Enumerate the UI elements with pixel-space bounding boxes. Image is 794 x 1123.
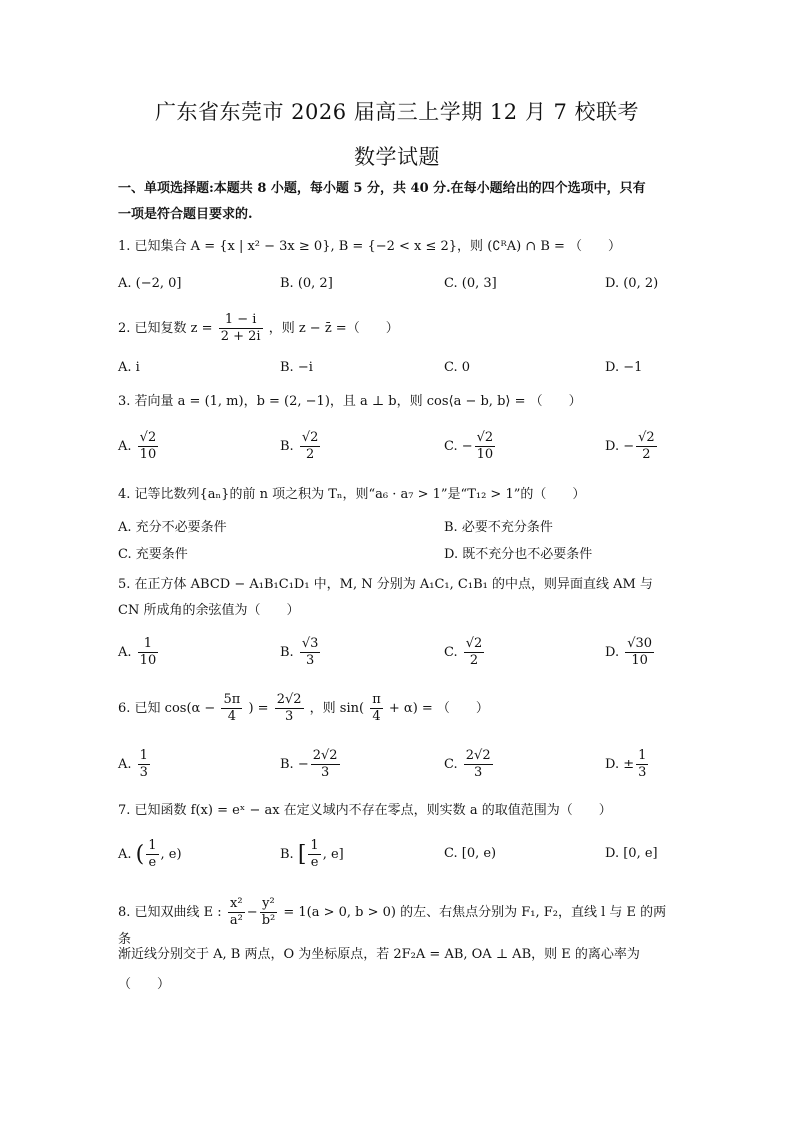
q5-option-a xyxy=(118,636,160,669)
q5-b-den: 3 xyxy=(305,653,315,668)
q7-a-num: 1 xyxy=(148,838,157,853)
q7-b-label: B. xyxy=(280,847,294,862)
q3-b-label: B. xyxy=(280,439,294,454)
q5-a-frac xyxy=(138,636,159,669)
question-3-stem: 3. 若向量 a = (1, m)，b = (2, −1)，且 a ⊥ b，则 cos⟨a − b, b⟩ = （ ） xyxy=(118,394,582,409)
q6-frac3-num: π xyxy=(372,692,381,707)
q6-option-a xyxy=(118,748,152,781)
q1-option-c: C. (0, 3] xyxy=(444,276,497,291)
q8-x-frac xyxy=(228,896,245,929)
q6-option-c xyxy=(444,748,495,781)
q5-option-b xyxy=(280,636,322,669)
q6-option-b xyxy=(280,748,342,781)
q6-d-frac xyxy=(636,748,648,781)
q6-frac1-num: 5π xyxy=(223,692,241,707)
q1-option-b: B. (0, 2] xyxy=(280,276,333,291)
q5-option-d xyxy=(605,636,656,669)
q3-a-den: 10 xyxy=(139,447,157,462)
q2-frac-num: 1 − i xyxy=(219,312,263,329)
q7-b-right: , e] xyxy=(322,847,344,862)
q6-frac2-den: 3 xyxy=(284,709,294,724)
q3-b-den: 2 xyxy=(305,447,315,462)
q5-stem-line2: CN 所成角的余弦值为（ ） xyxy=(118,603,300,618)
q2-option-c: C. 0 xyxy=(444,360,471,375)
section-heading-line1: 一、单项选择题:本题共 8 小题，每小题 5 分，共 40 分.在每小题给出的四个选项中，只有 xyxy=(118,181,646,196)
q5-stem-line1: 5. 在正方体 ABCD − A₁B₁C₁D₁ 中，M, N 分别为 A₁C₁, C₁B₁ 的中点，则异面直线 AM 与 xyxy=(118,577,653,592)
q4-option-a: A. 充分不必要条件 xyxy=(118,520,227,535)
q8-minus: − xyxy=(246,905,258,920)
q2-stem-lead: 2. 已知复数 z = xyxy=(118,321,213,336)
q2-option-a: A. i xyxy=(118,360,140,375)
q3-d-frac xyxy=(636,430,657,463)
q6-stem-b: ) = xyxy=(248,701,269,716)
q8-x-num: x² xyxy=(228,896,245,913)
q6-frac2-num: 2√2 xyxy=(276,692,302,707)
q6-c-label: C. xyxy=(444,757,458,772)
q5-d-label: D. xyxy=(605,645,620,660)
q6-b-frac xyxy=(311,748,340,781)
q7-b-frac xyxy=(308,838,320,871)
q7-option-c: C. [0, e) xyxy=(444,846,497,861)
q7-option-a xyxy=(118,838,182,871)
section-heading xyxy=(118,176,678,228)
q6-b-den: 3 xyxy=(320,765,330,780)
q7-option-d: D. [0, e] xyxy=(605,846,658,861)
q6-frac1 xyxy=(221,692,242,725)
q5-a-den: 10 xyxy=(139,653,157,668)
q7-a-left: ( xyxy=(135,842,145,867)
q3-a-num: √2 xyxy=(139,430,157,445)
q5-c-num: √2 xyxy=(465,636,483,651)
q5-option-c xyxy=(444,636,486,669)
q4-option-c: C. 充要条件 xyxy=(118,547,188,562)
q8-y-frac xyxy=(260,896,278,929)
q6-d-den: 3 xyxy=(638,765,647,780)
q3-d-den: 2 xyxy=(642,447,651,462)
exam-subtitle: 数学试题 xyxy=(354,145,440,169)
q3-a-frac xyxy=(138,430,159,463)
q8-x-den: a² xyxy=(229,913,243,928)
q8-stem-line2: 渐近线分别交于 A, B 两点，O 为坐标原点，若 2F₂A = AB, OA ⊥ AB，则 E 的离心率为 xyxy=(118,947,640,962)
q6-frac1-den: 4 xyxy=(227,709,237,724)
q8-y-den: b² xyxy=(261,913,276,928)
q3-a-label: A. xyxy=(118,439,132,454)
q5-b-num: √3 xyxy=(301,636,319,651)
q6-c-frac xyxy=(464,748,493,781)
q5-c-den: 2 xyxy=(469,653,479,668)
question-4-stem: 4. 记等比数列{aₙ}的前 n 项之积为 Tₙ，则“a₆ · a₇ > 1”是“T₁₂ > 1”的（ ） xyxy=(118,487,586,502)
q7-a-label: A. xyxy=(118,847,132,862)
q5-c-frac xyxy=(464,636,485,669)
q5-a-num: 1 xyxy=(138,636,159,653)
q6-a-den: 3 xyxy=(139,765,148,780)
q3-option-a xyxy=(118,430,160,463)
q3-d-num: √2 xyxy=(638,430,655,445)
question-7-stem: 7. 已知函数 f(x) = eˣ − ax 在定义域内不存在零点，则实数 a 的取值范围为（ ） xyxy=(118,803,612,818)
q2-option-d: D. −1 xyxy=(605,360,643,375)
q6-frac2 xyxy=(275,692,304,725)
q6-frac3 xyxy=(370,692,383,725)
q8-stem-line3: （ ） xyxy=(118,977,171,992)
q6-stem-c: ，则 sin( xyxy=(309,701,365,716)
q6-d-label: D. ± xyxy=(605,757,635,772)
q7-b-left: [ xyxy=(297,842,307,867)
q7-a-den: e xyxy=(148,855,157,870)
q6-frac3-den: 4 xyxy=(372,709,381,724)
q1-option-d: D. (0, 2) xyxy=(605,276,659,291)
q8-stem-a: 8. 已知双曲线 E : xyxy=(118,905,222,920)
q6-a-num: 1 xyxy=(139,748,148,763)
q3-b-num: √2 xyxy=(301,430,319,445)
q8-y-num: y² xyxy=(260,896,278,913)
q6-stem-d: + α) = （ ） xyxy=(388,701,489,716)
q7-a-frac xyxy=(146,838,158,871)
q5-c-label: C. xyxy=(444,645,458,660)
q6-a-frac xyxy=(138,748,150,781)
question-1-stem: 1. 已知集合 A = {x | x² − 3x ≥ 0}, B = {−2 < x ≤ 2}，则 (∁ᴿA) ∩ B = （ ） xyxy=(118,239,622,254)
exam-title: 广东省东莞市 2026 届高三上学期 12 月 7 校联考 xyxy=(154,100,640,124)
q7-b-den: e xyxy=(310,855,319,870)
section-heading-line2: 一项是符合题目要求的. xyxy=(118,207,253,222)
q2-option-b: B. −i xyxy=(280,360,313,375)
q5-b-frac xyxy=(300,636,321,669)
q8-stem-b: = 1(a > 0, b > 0) 的左、右焦点分别为 F₁, F₂，直线 l 与 E 的两条 xyxy=(118,905,667,947)
q3-b-frac xyxy=(300,430,321,463)
q1-option-a: A. (−2, 0] xyxy=(118,276,182,291)
q4-option-d: D. 既不充分也不必要条件 xyxy=(444,547,593,562)
q3-option-c xyxy=(444,430,497,463)
q7-b-num: 1 xyxy=(310,838,319,853)
q7-option-b xyxy=(280,838,344,871)
q6-b-label: B. − xyxy=(280,757,309,772)
q5-d-num: √30 xyxy=(627,636,653,651)
q6-c-num: 2√2 xyxy=(465,748,491,763)
q3-d-label: D. − xyxy=(605,439,635,454)
question-8-stem xyxy=(118,896,678,951)
q3-option-b xyxy=(280,430,322,463)
q4-option-b: B. 必要不充分条件 xyxy=(444,520,553,535)
q6-b-num: 2√2 xyxy=(312,748,338,763)
q2-stem-tail: ，则 z − z̄ =（ ） xyxy=(268,321,399,336)
q5-a-label: A. xyxy=(118,645,132,660)
q7-a-right: , e) xyxy=(160,847,182,862)
q6-a-label: A. xyxy=(118,757,132,772)
q5-b-label: B. xyxy=(280,645,294,660)
q3-c-num: √2 xyxy=(476,430,494,445)
q5-d-frac xyxy=(625,636,654,669)
q3-c-frac xyxy=(475,430,496,463)
q3-c-den: 10 xyxy=(476,447,494,462)
q5-d-den: 10 xyxy=(631,653,648,668)
question-2-stem xyxy=(118,312,678,345)
q6-c-den: 3 xyxy=(474,765,483,780)
q6-d-num: 1 xyxy=(638,748,647,763)
q2-frac-den: 2 + 2i xyxy=(220,329,261,344)
q6-option-d xyxy=(605,748,650,781)
q3-option-d xyxy=(605,430,659,463)
q3-c-label: C. − xyxy=(444,439,473,454)
q2-fraction xyxy=(219,312,263,345)
question-6-stem xyxy=(118,692,678,725)
question-5-stem xyxy=(118,574,678,622)
q6-stem-a: 6. 已知 cos(α − xyxy=(118,701,216,716)
